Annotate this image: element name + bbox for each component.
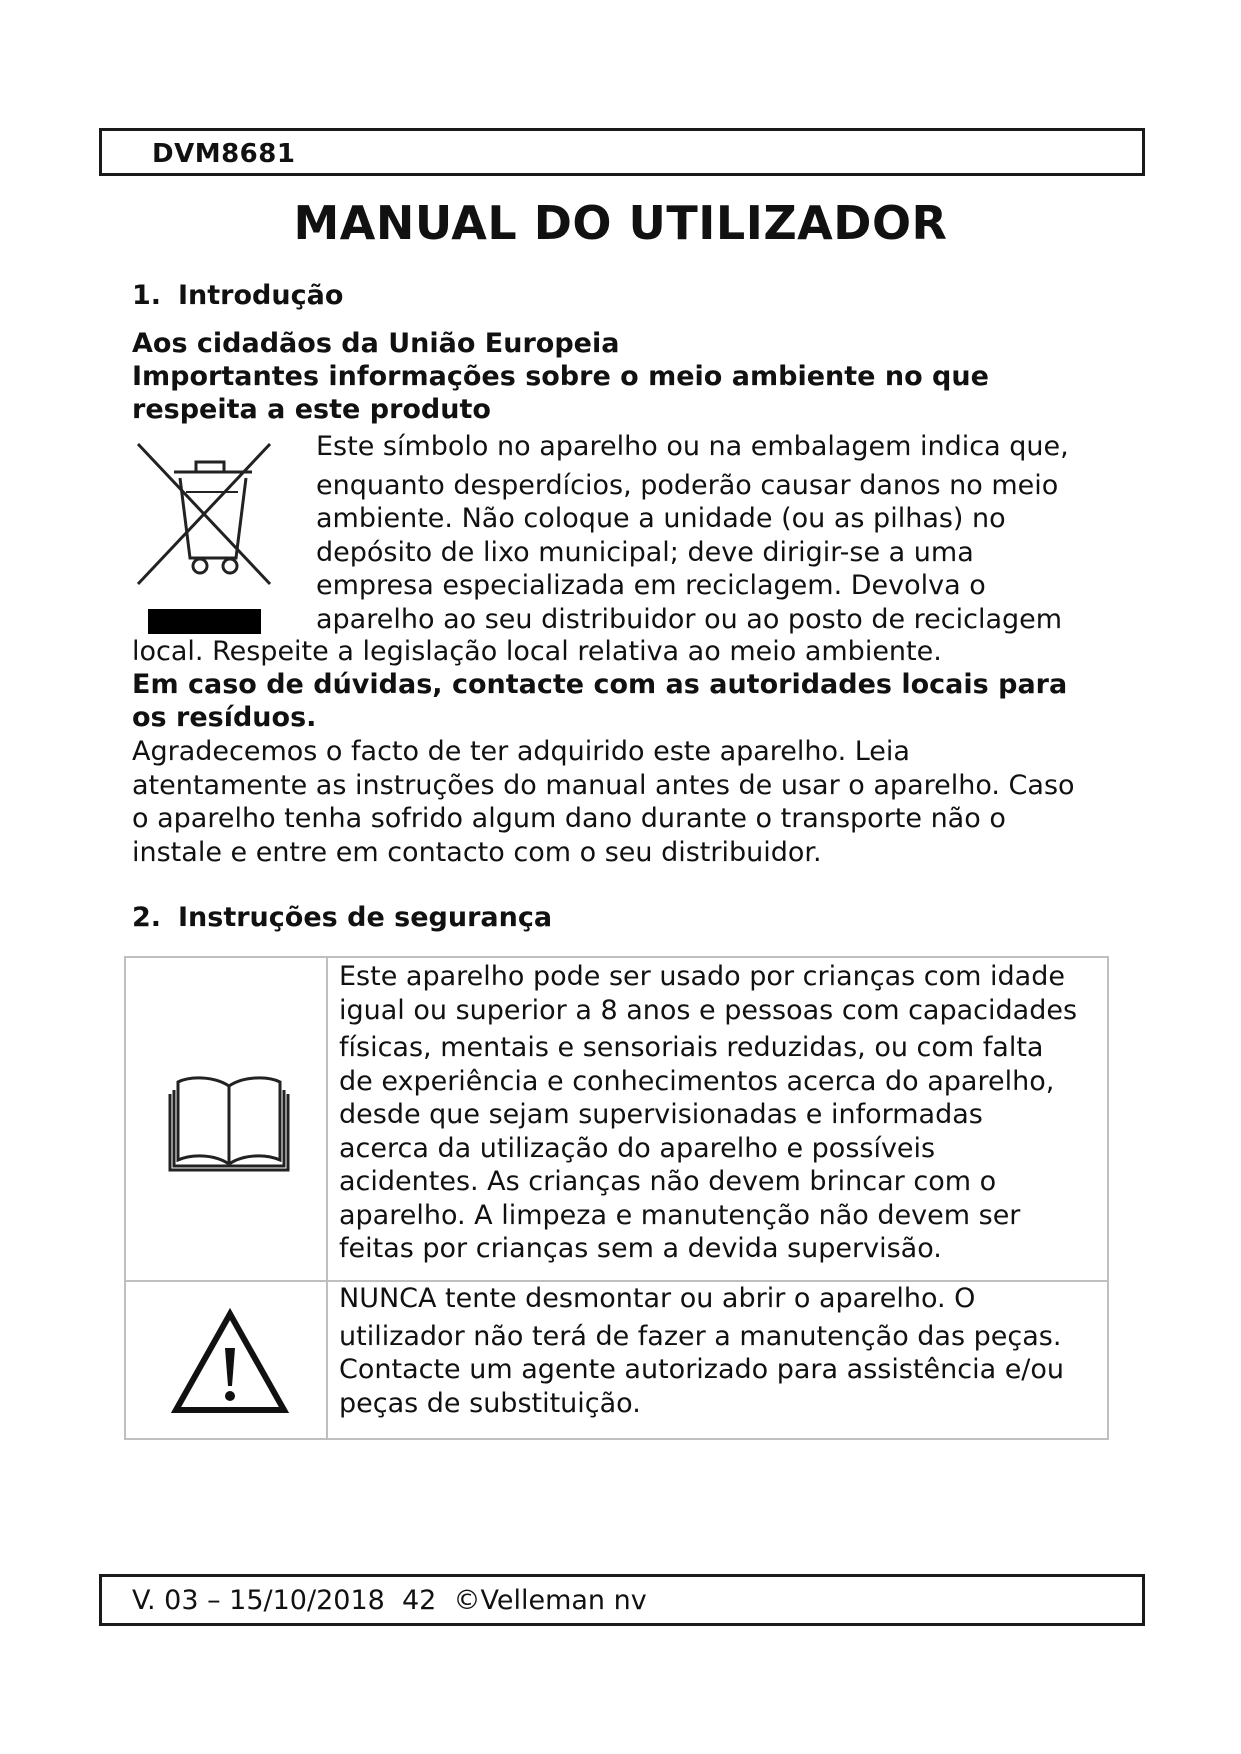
safety-line: aparelho. A limpeza e manutenção não devem ser <box>339 1199 1021 1231</box>
thanks-line: instale e entre em contacto com o seu distribuidor. <box>132 836 822 868</box>
weee-line: ambiente. Não coloque a unidade (ou as pilhas) no <box>316 503 1006 534</box>
safety-line: desde que sejam supervisionadas e informadas <box>339 1099 983 1130</box>
weee-bin-icon <box>134 440 274 590</box>
footer-text: V. 03 – 15/10/2018 42 ©Velleman nv <box>132 1585 647 1616</box>
safety-line: utilizador não terá de fazer a manutenção das peças. <box>339 1320 1062 1352</box>
weee-line: aparelho ao seu distribuidor ou ao posto de reciclagem <box>316 603 1063 635</box>
thanks-line: atentamente as instruções do manual antes de usar o aparelho. Caso <box>132 769 1075 801</box>
safety-line: Contacte um agente autorizado para assistência e/ou <box>339 1354 1065 1385</box>
safety-line: de experiência e conhecimentos acerca do aparelho, <box>339 1065 1055 1097</box>
section-2-title: Instruções de segurança <box>178 902 553 933</box>
section-1-heading <box>132 280 343 311</box>
page-title: MANUAL DO UTILIZADOR <box>293 196 948 250</box>
weee-line: enquanto desperdícios, poderão causar danos no meio <box>316 469 1059 501</box>
safety-line: NUNCA tente desmontar ou abrir o aparelho. O <box>339 1283 976 1314</box>
safety-row-1-text <box>339 960 1109 1266</box>
safety-line: acerca da utilização do aparelho e possíveis <box>339 1132 936 1164</box>
section-2-number: 2. <box>132 902 162 933</box>
weee-text-block <box>316 430 1069 636</box>
safety-line: acidentes. As crianças não devem brincar com o <box>339 1166 997 1197</box>
weee-line: Este símbolo no aparelho ou na embalagem indica que, <box>316 431 1069 462</box>
doubt-line-1: Em caso de dúvidas, contacte com as autoridades locais para <box>132 669 1068 700</box>
safety-table <box>124 956 1109 1440</box>
weee-black-bar <box>148 609 261 634</box>
safety-row-2-text <box>339 1282 1109 1420</box>
header-box <box>99 128 1145 176</box>
safety-line: igual ou superior a 8 anos e pessoas com capacidades <box>339 994 1078 1026</box>
env-heading-line-1: Importantes informações sobre o meio ambiente no que <box>132 361 989 392</box>
section-1-number: 1. <box>132 280 162 311</box>
model-number: DVM8681 <box>152 139 296 169</box>
weee-line: depósito de lixo municipal; deve dirigir-se a uma <box>316 536 974 568</box>
safety-line: Este aparelho pode ser usado por crianças com idade <box>339 961 1065 992</box>
safety-line: peças de substituição. <box>339 1387 641 1419</box>
weee-line: empresa especializada em reciclagem. Devolva o <box>316 570 986 601</box>
table-divider-vertical <box>326 958 328 1438</box>
section-1-title: Introdução <box>178 280 344 311</box>
weee-last-line: local. Respeite a legislação local relativa ao meio ambiente. <box>132 636 942 667</box>
safety-line: feitas por crianças sem a devida supervisão. <box>339 1233 942 1264</box>
env-heading-line-2: respeita a este produto <box>132 394 491 425</box>
doubt-line-2: os resíduos. <box>132 702 317 733</box>
book-icon <box>164 1068 294 1178</box>
thanks-paragraph <box>132 735 1075 869</box>
safety-line: físicas, mentais e sensoriais reduzidas, ou com falta <box>339 1032 1044 1063</box>
thanks-line: o aparelho tenha sofrido algum dano durante o transporte não o <box>132 803 1006 834</box>
warning-icon <box>170 1308 290 1418</box>
section-2-heading <box>132 902 552 933</box>
eu-heading: Aos cidadãos da União Europeia <box>132 328 620 359</box>
footer-box <box>99 1574 1145 1626</box>
thanks-line: Agradecemos o facto de ter adquirido este aparelho. Leia <box>132 736 910 767</box>
